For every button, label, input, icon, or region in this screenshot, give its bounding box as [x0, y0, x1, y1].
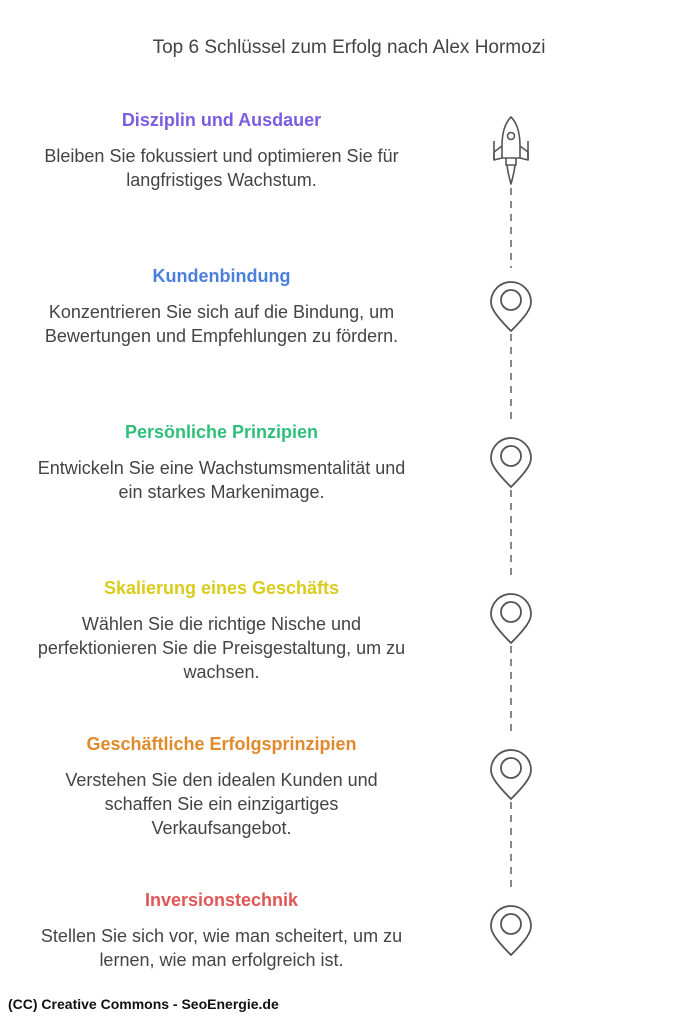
step-text: Entwickeln Sie eine Wachstumsmentalität und ein starkes Markenimage.	[37, 458, 406, 502]
map-pin-icon	[491, 282, 531, 331]
map-pin-icon	[491, 438, 531, 487]
page-title: Top 6 Schlüssel zum Erfolg nach Alex Hormozi	[152, 37, 546, 58]
step-customer-retention	[20, 266, 423, 348]
step-text: Konzentrieren Sie sich auf die Bindung, um Bewertungen und Empfehlungen zu fördern.	[44, 302, 399, 346]
step-heading: Skalierung eines Geschäfts	[103, 578, 340, 598]
step-heading: Persönliche Prinzipien	[124, 422, 319, 442]
step-text: Stellen Sie sich vor, wie man scheitert, um zu lernen, wie man erfolgreich ist.	[40, 926, 403, 970]
timeline	[460, 110, 560, 970]
step-scaling-business	[20, 578, 423, 684]
step-business-success	[20, 734, 423, 840]
rocket-icon	[494, 117, 528, 184]
step-inversion-technique	[20, 890, 423, 972]
step-text: Bleiben Sie fokussiert und optimieren Sie für langfristiges Wachstum.	[44, 146, 399, 190]
map-pin-icon	[491, 906, 531, 955]
step-heading: Inversionstechnik	[144, 890, 299, 910]
footer-credit: (CC) Creative Commons - SeoEnergie.de	[8, 996, 279, 1012]
map-pin-icon	[491, 750, 531, 799]
step-heading: Disziplin und Ausdauer	[121, 110, 322, 130]
map-pin-icon	[491, 594, 531, 643]
step-discipline	[20, 110, 423, 192]
step-text: Wählen Sie die richtige Nische und perfektionieren Sie die Preisgestaltung, um zu wachsen.	[37, 614, 406, 682]
step-heading: Kundenbindung	[152, 266, 291, 286]
step-personal-principles	[20, 422, 423, 504]
step-heading: Geschäftliche Erfolgsprinzipien	[86, 734, 357, 754]
step-text: Verstehen Sie den idealen Kunden und schaffen Sie ein einzigartiges Verkaufsangebot.	[65, 770, 378, 838]
